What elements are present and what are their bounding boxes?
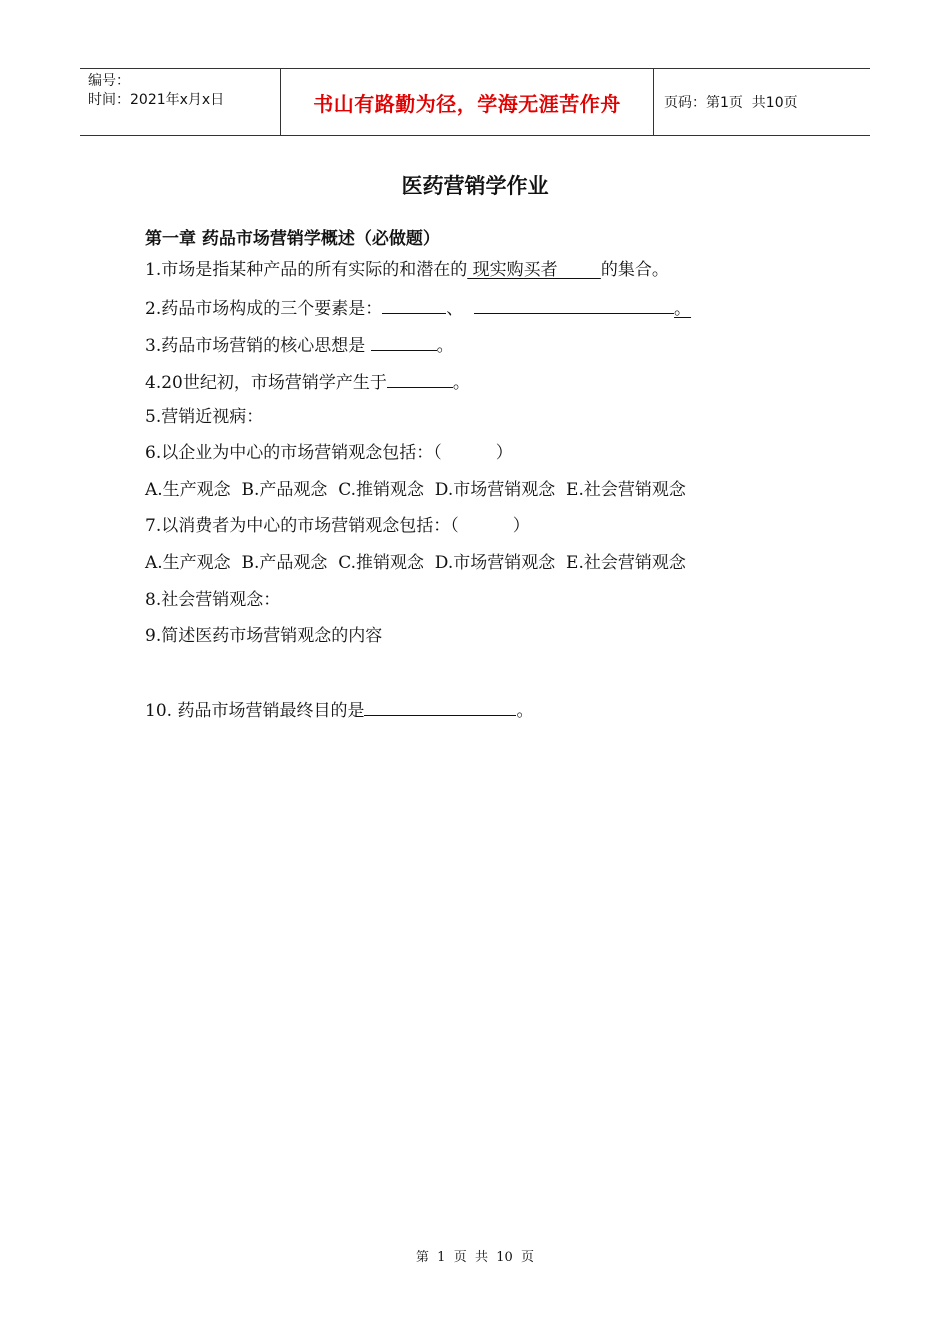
q1-end: 的集合。 <box>600 260 669 280</box>
chapter-heading: 第一章 药品市场营销学概述（必做题） <box>145 229 440 249</box>
motto: 书山有路勤为径，学海无涯苦作舟 <box>281 69 654 135</box>
page-label: 页码：第1页 共10页 <box>664 95 798 111</box>
q2-end: 。 <box>674 299 692 319</box>
question-7: 7.以消费者为中心的市场营销观念包括：（ ） <box>145 516 530 536</box>
question-2 <box>145 296 691 320</box>
date-label: 时间：2021年x月x日 <box>88 92 225 108</box>
question-1 <box>145 259 669 281</box>
q10-end: 。 <box>516 701 534 721</box>
q4-end: 。 <box>452 373 470 393</box>
q10-text: 10. 药品市场营销最终目的是 <box>145 701 365 721</box>
q2-separator: 、 <box>446 299 464 319</box>
q3-end: 。 <box>436 336 454 356</box>
q2-blank-2 <box>474 296 674 314</box>
page-info <box>654 69 870 135</box>
page-footer: 第 1 页 共 10 页 <box>415 1250 535 1265</box>
question-10 <box>145 698 533 722</box>
document-title: 医药营销学作业 <box>401 174 549 198</box>
question-8: 8.社会营销观念： <box>145 590 281 610</box>
question-9: 9.简述医药市场营销观念的内容 <box>145 626 383 646</box>
question-4 <box>145 370 470 394</box>
q2-blank-1 <box>382 296 446 314</box>
q1-answer: 现实购买者 <box>467 260 601 280</box>
q4-blank <box>387 370 453 388</box>
header-meta <box>80 69 281 135</box>
number-label: 编号： <box>88 73 130 89</box>
question-3 <box>145 333 454 357</box>
question-7-options: A.生产观念 B.产品观念 C.推销观念 D.市场营销观念 E.社会营销观念 <box>145 553 686 573</box>
q2-text: 2.药品市场构成的三个要素是： <box>145 299 383 319</box>
q4-text: 4.20世纪初，市场营销学产生于 <box>145 373 387 393</box>
q10-blank <box>364 698 516 716</box>
question-5: 5.营销近视病： <box>145 407 264 427</box>
question-6: 6.以企业为中心的市场营销观念包括：（ ） <box>145 443 513 463</box>
q3-blank <box>371 333 437 351</box>
header-table <box>80 68 870 136</box>
q3-text: 3.药品市场营销的核心思想是 <box>145 336 366 356</box>
q1-text: 1.市场是指某种产品的所有实际的和潜在的 <box>145 260 468 280</box>
question-6-options: A.生产观念 B.产品观念 C.推销观念 D.市场营销观念 E.社会营销观念 <box>145 480 686 500</box>
